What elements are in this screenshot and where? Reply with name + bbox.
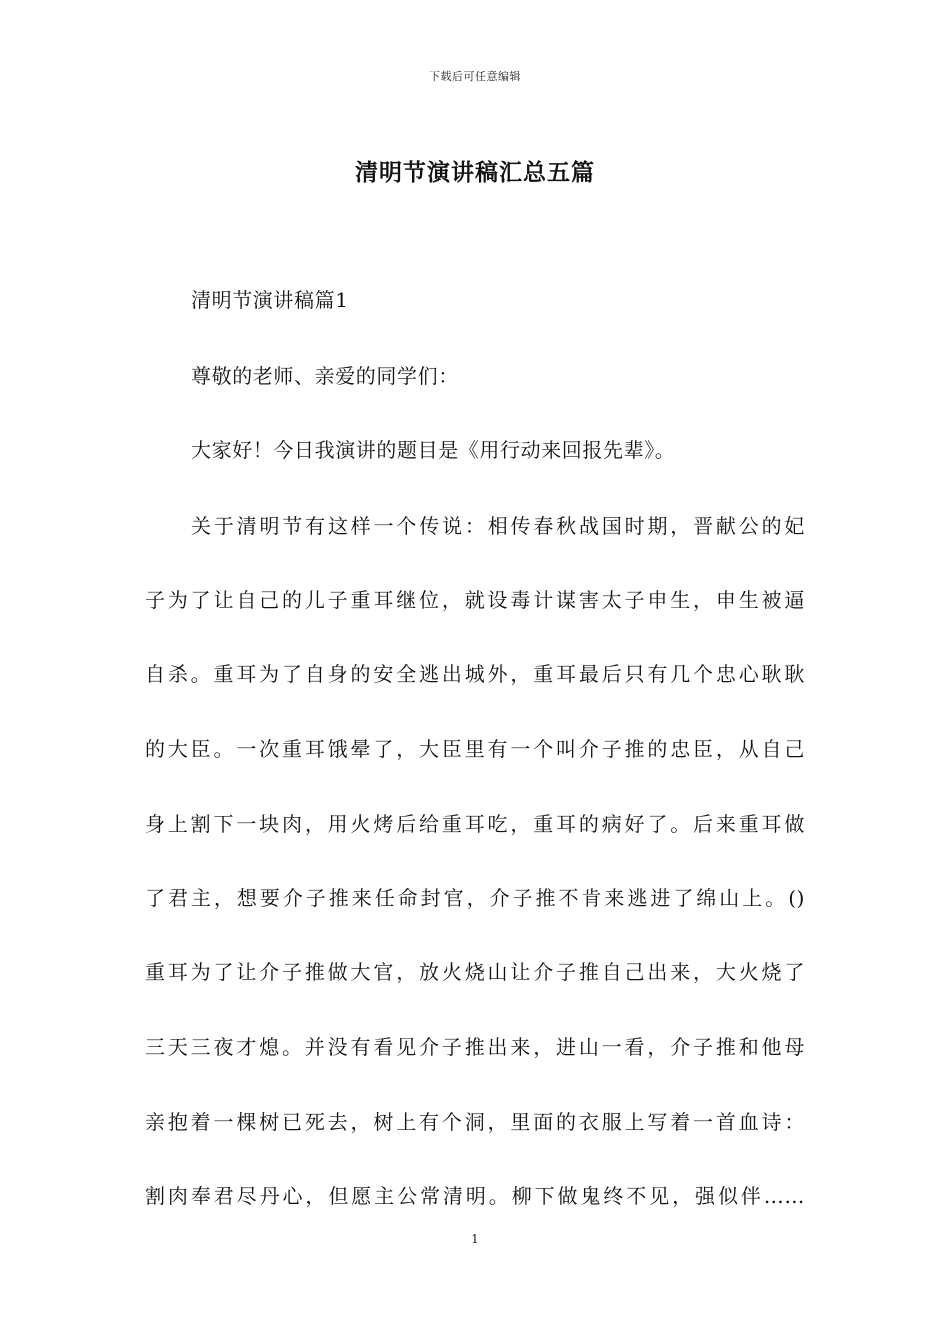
paragraph-line: 身上割下一块肉，用火烤后给重耳吃，重耳的病好了。后来重耳做 xyxy=(145,812,805,836)
document-title: 清明节演讲稿汇总五篇 xyxy=(355,159,595,186)
paragraph-line: 亲抱着一棵树已死去，树上有个洞，里面的衣服上写着一首血诗： xyxy=(145,1110,805,1134)
paragraph-line: 关于清明节有这样一个传说：相传春秋战国时期，晋献公的妃 xyxy=(191,514,805,538)
paragraph-line: 割肉奉君尽丹心，但愿主公常清明。柳下做鬼终不见，强似伴…… xyxy=(145,1184,805,1208)
header-note: 下载后可任意编辑 xyxy=(429,70,521,83)
paragraph-line: 了君主，想要介子推来任命封官，介子推不肯来逃进了绵山上。() xyxy=(145,886,805,910)
paragraph-line: 三天三夜才熄。并没有看见介子推出来，进山一看，介子推和他母 xyxy=(145,1035,805,1059)
section-heading: 清明节演讲稿篇1 xyxy=(191,288,349,312)
paragraph-line: 重耳为了让介子推做大官，放火烧山让介子推自己出来，大火烧了 xyxy=(145,960,805,984)
salutation: 尊敬的老师、亲爱的同学们： xyxy=(191,364,459,388)
paragraph-line: 自杀。重耳为了自身的安全逃出城外，重耳最后只有几个忠心耿耿 xyxy=(145,662,805,686)
page-number: 1 xyxy=(471,1232,479,1246)
paragraph-line: 子为了让自己的儿子重耳继位，就设毒计谋害太子申生，申生被逼 xyxy=(145,588,805,612)
paragraph-line: 的大臣。一次重耳饿晕了，大臣里有一个叫介子推的忠臣，从自己 xyxy=(145,737,805,761)
greeting-line: 大家好！今日我演讲的题目是《用行动来回报先辈》。 xyxy=(191,438,676,462)
